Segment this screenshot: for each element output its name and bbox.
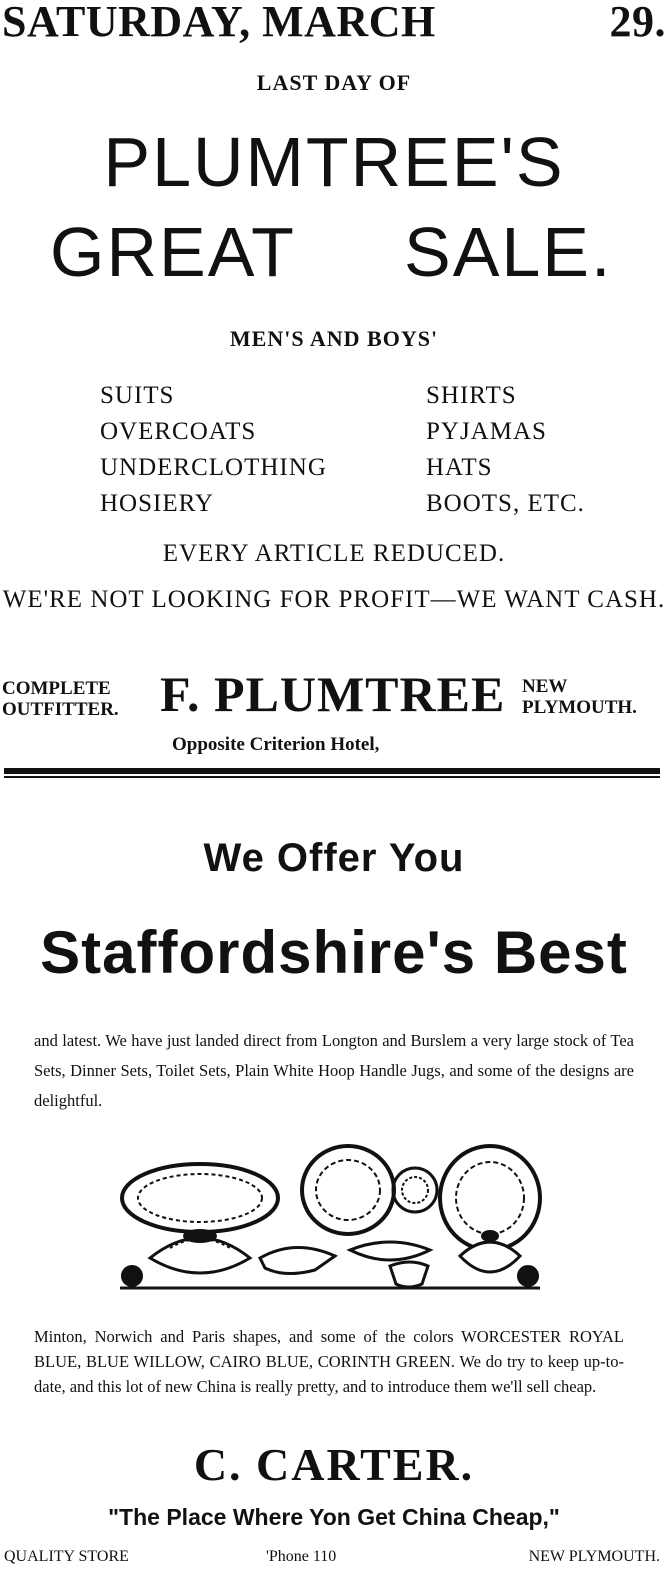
body-paragraph-1: and latest. We have just landed direct from Longton and Burslem a very large stock of Tea Sets, Dinner Sets, Toilet Sets, Plain White Hoop Handle Jugs, and some of the designs are delightful. bbox=[34, 1031, 634, 1110]
item-list-left bbox=[100, 378, 327, 522]
divider bbox=[4, 776, 660, 778]
profit-notice: WE'RE NOT LOOKING FOR PROFIT—WE WANT CASH. bbox=[2, 586, 666, 613]
shop-name: C. CARTER. bbox=[193, 1439, 475, 1490]
address: Opposite Criterion Hotel, bbox=[172, 734, 380, 755]
headline: Staffordshire's Best bbox=[40, 919, 628, 986]
date-day: 29. bbox=[609, 0, 666, 46]
offer-heading: We Offer You bbox=[203, 836, 465, 880]
list-item: SUITS bbox=[100, 382, 175, 409]
headline-line1: PLUMTREE'S bbox=[103, 123, 565, 201]
headline-line2-right: SALE. bbox=[404, 213, 613, 291]
location-line1: NEW bbox=[522, 676, 568, 697]
list-item: HOSIERY bbox=[100, 490, 214, 517]
kicker: LAST DAY OF bbox=[256, 70, 412, 95]
shop-name: F. PLUMTREE bbox=[160, 666, 506, 722]
list-item: SHIRTS bbox=[426, 382, 517, 409]
list-item: UNDERCLOTHING bbox=[100, 454, 327, 481]
slogan: "The Place Where Yon Get China Cheap," bbox=[108, 1504, 560, 1530]
item-list-right bbox=[426, 378, 585, 522]
footer-phone: 'Phone 110 bbox=[266, 1548, 337, 1565]
list-item: BOOTS, ETC. bbox=[426, 490, 585, 517]
list-item: PYJAMAS bbox=[426, 418, 547, 445]
outfitter-line1: COMPLETE bbox=[2, 678, 111, 699]
outfitter-label bbox=[2, 678, 119, 720]
china-tableware-illustration bbox=[110, 1138, 550, 1298]
divider bbox=[4, 768, 660, 774]
date-weekday-month: SATURDAY, MARCH bbox=[2, 0, 436, 46]
list-item: OVERCOATS bbox=[100, 418, 257, 445]
headline-line2-left: GREAT bbox=[50, 213, 296, 291]
footer-store: QUALITY STORE bbox=[4, 1548, 129, 1565]
body-paragraph-2: Minton, Norwich and Paris shapes, and some of the colors WORCESTER ROYAL BLUE, BLUE WILLOW, CAIRO BLUE, CORINTH GREEN. We do try to keep up-to-date, and this lot of new China is really pretty, and to introduce them we'll sell cheap. bbox=[34, 1327, 624, 1396]
outfitter-line2: OUTFITTER. bbox=[2, 699, 119, 720]
reduced-notice: EVERY ARTICLE REDUCED. bbox=[162, 540, 506, 567]
location-line2: PLYMOUTH. bbox=[522, 697, 637, 718]
list-item: HATS bbox=[426, 454, 493, 481]
footer-location: NEW PLYMOUTH. bbox=[528, 1548, 660, 1565]
subheading: MEN'S AND BOYS' bbox=[229, 326, 439, 351]
location-label bbox=[522, 676, 637, 718]
